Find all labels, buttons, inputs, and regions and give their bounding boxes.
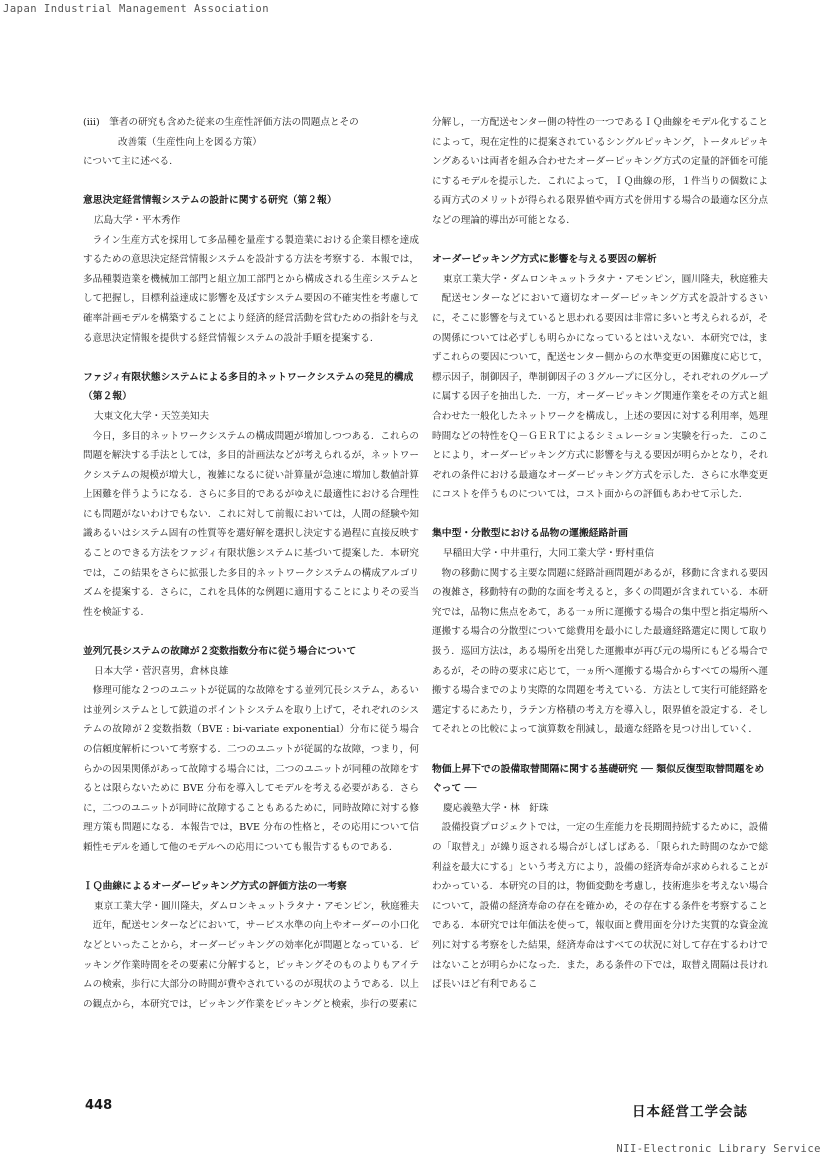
intro-item-iii-cont: 改善策（生産性向上を図る方策） [118,136,262,148]
abstract-body: 修理可能な２つのユニットが従属的な故障をする並列冗長システム，あるいは並列システムとして鉄道のポイントシステムを取り上げて，それぞれのシステムの故障が２変数指数（BVE : bi-variate exponential）分布に従う場合の信頼度解析について考察する．二つのユニットが従属的な故障，つまり，何らかの因果関係があって故障する場合には，二つのユニットが同種の故障をするとは限らないために BVE 分布を導入してモデルを考える必要がある．さらに，二つのユニットが同時に故障することもあるために，同時故障に対する修理方策も問題になる．本報告では，BVE 分布の性格と，その応用について信頼性モデルを通して他のモデルへの応用についても報告するものである． [83,685,419,853]
intro-closing: について主に述べる. [83,156,173,168]
abstract-body-continued: 分解し，一方配送センター側の特性の一つであるＩＱ曲線をモデル化することによって，現在定性的に提案されているシングルピッキング，トータルピッキングあるいは両者を組み合わせたオーダーピッキング方式の定量的評価を可能にするモデルを提示した．これによって，ＩＱ曲線の形，１件当りの個数による両方式のメリットが得られる限界値や両方式を併用する場合の最適な区分点などの理論的導出が可能となる． [432,117,768,226]
abstract-author: 慶応義塾大学・林 紆珠 [443,802,549,814]
abstract-title: 並列冗長システムの故障が２変数指数分布に従う場合について [83,646,357,658]
abstract-author: 東京工業大学・圓川隆夫，ダムロンキュットラタナ・アモンピン，秋庭雅夫 [94,900,419,912]
abstract-body: ライン生産方式を採用して多品種を量産する製造業における企業目標を達成するための意思決定経営情報システムを設計する方法を考察する．本報では，多品種製造業を機械加工部門と組立加工部門とから構成される生産システムとして把握し，目標利益達成に影響を及ぼすシステム要因の不確実性を考慮して確率計画モデルを構築することにより経済的経営活動を営むための指針を与える意思決定情報を提供する経営情報システムの設計手順を提案する． [83,234,419,344]
abstract-body: 今日，多目的ネットワークシステムの構成問題が増加しつつある．これらの問題を解決する手法としては，多目的計画法などが考えられるが，ネットワークシステムの規模が増大し，複雑になるに従い計算量が急速に増加し数値計算上困難を伴うようになる．さらに多目的であるがゆえに最適性における合理性にも問題がないわけでもない．これに対して前報においては，人間の経験や知識あるいはシステム固有の性質等を選好解を選択し決定する過程に直接反映することのできる方法をファジィ有限状態システムに基づいて提案した．本研究では，この結果をさらに拡張した多目的ネットワークシステムの構成アルゴリズムを提案する．さらに，これを具体的な例題に適用することによりその妥当性を検証する． [83,430,419,618]
abstract-title: ＩＱ曲線によるオーダーピッキング方式の評価方法の一考察 [83,881,347,893]
abstract-title: オーダーピッキング方式に影響を与える要因の解析 [432,254,657,266]
abstract-body: 近年，配送センターなどにおいて，サービス水準の向上やオーダーの小口化などといったことから，オーダーピッキングの効率化が問題となっている．ピッキング作業時間をその要素に分解すると，ピッキングそのものよりもアイテムの検索，歩行に大部分の時間が費やされているのが現状のようである．以上の観点から，本研究では，ピッキング作業をピッキングと検索，歩行の要素に [83,920,419,1010]
intro-item-iii: (iii) 筆者の研究も含めた従来の生産性評価方法の問題点とその [83,117,359,128]
abstract-author: 大東文化大学・天笠美知夫 [94,410,210,422]
footer-service: NII-Electronic Library Service [616,1143,821,1155]
page-number: 448 [85,1098,113,1113]
abstract-title: ファジィ有限状態システムによる多目的ネットワークシステムの発見的構成（第２報） [83,371,414,403]
header-organization: Japan Industrial Management Association [3,3,270,15]
abstract-title: 物価上昇下での設備取替間隔に関する基礎研究 ── 類似反復型取替問題をめぐって ── [432,763,765,795]
abstract-title: 集中型・分散型における品物の運搬経路計画 [432,528,628,540]
journal-name: 日本経営工学会誌 [632,1104,748,1120]
abstract-body: 物の移動に関する主要な問題に経路計画問題があるが，移動に含まれる要因の複雑さ，移動特有の動的な面を考えると，多くの問題が含まれている．本研究では，品物に焦点をあて，ある一ヵ所に運搬する場合の集中型と指定場所へ運搬する場合の分散型について総費用を最小にした最適経路選定に関して取り扱う．巡回方法は，ある場所を出発した運搬車が再び元の場所にもどる場合であるが，その時の要求に応じて，一ヵ所へ運搬する場合からすべての場所へ運搬する場合までのより実際的な問題を考えている．方法として実行可能経路を選定するにあたり，ラテン方格積の考え方を導入し，限界値を設定する．そしてそれとの比較によって演算数を削減し，最適な経路を見つけ出していく． [432,567,768,736]
right-column [432,113,768,995]
left-column [83,113,419,1014]
abstract-author: 東京工業大学・ダムロンキュットラタナ・アモンピン，圓川隆夫，秋庭雅夫 [443,273,768,285]
abstract-author: 日本大学・菅沢喜男，倉林良雄 [94,665,229,677]
abstract-body: 配送センターなどにおいて適切なオーダーピッキング方式を設計するさいに，そこに影響を与えていると思われる要因は非常に多いと考えられるが，その関係については必ずしも明らかになっているとはいえない．本研究では，まずこれらの要因について，配送センター側からの水準変更の困難度に応じて，標示因子，制御因子，準制御因子の３グループに区分し，それぞれのグループに属する因子を抽出した．一方，オーダーピッキング関連作業をその方式と組合わせた一般化したネットワークを構成し，上述の要因に対する利用率，処理時間などの特性をＱ－ＧＥＲＴによるシミュレーション実験を行った．このことにより，オーダーピッキング方式に影響を与える要因が明らかとなり，それぞれの条件における最適なオーダーピッキング方式を示した．さらに水準変更にコストを伴うものについては，コスト面からの評価もあわせて示した． [432,293,768,501]
abstract-body: 設備投資プロジェクトでは，一定の生産能力を長期間持続するために，設備の「取替え」が繰り返される場合がしばしばある．「限られた時間のなかで総利益を最大にする」という考え方により，設備の経済寿命が求められることがわかっている．本研究の目的は，物価変動を考慮し，技術進歩を考えない場合について，設備の経済寿命の存在を確かめ，その存在する条件を考察することである．本研究では年価法を使って，報収面と費用面を分けた実質的な資金流列に対する考察をした結果，経済寿命はすべての状況に対して存在するわけではないことが明らかになった．また，ある条件の下では，取替え間隔は長ければ長いほど有利であるこ [432,822,768,991]
abstract-title: 意思決定経営情報システムの設計に関する研究（第２報） [83,195,337,207]
abstract-author: 早稲田大学・中井重行，大同工業大学・野村重信 [443,548,655,560]
abstract-author: 広島大学・平木秀作 [94,214,181,226]
